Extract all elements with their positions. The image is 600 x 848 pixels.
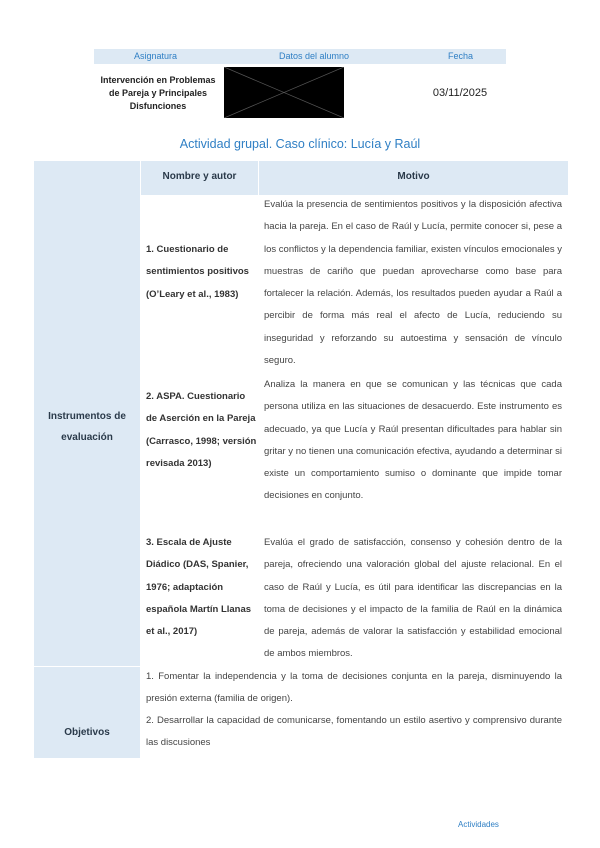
section-objectives-cell bbox=[34, 667, 140, 758]
column-header-motive bbox=[259, 161, 568, 195]
header-subject-label: Asignatura bbox=[134, 51, 178, 61]
redaction-cross-icon bbox=[224, 67, 344, 118]
objective-item: 1. Fomentar la independencia y la toma de decisiones conjunta en la pareja, disminuyendo la presión externa (familia de origen). bbox=[146, 671, 562, 704]
objective-item: 2. Desarrollar la capacidad de comunicarse, fomentando un estilo asertivo y comprensivo durante las discusiones bbox=[146, 715, 562, 748]
instrument-motive: Evalúa la presencia de sentimientos positivos y la disposición afectiva hacia la pareja. En el caso de Raúl y Lucía, permite conocer si, pese a los conflictos y la dependencia familiar, existen vínculos emocionales y muestras de cariño que puedan aprovecharse como base para fortalecer la relación. Además, los resultados pueden ayudar a Raúl a percibir de forma más real el afecto de Lucía, reduciendo su inseguridad y reforzando su autoestima y sensación de vínculo seguro. bbox=[264, 199, 562, 367]
section-objectives-label: Objetivos bbox=[64, 727, 110, 738]
footer-label: Actividades bbox=[458, 820, 499, 829]
subject-name: Intervención en Problemas de Pareja y Principales Disfunciones bbox=[100, 75, 216, 111]
header-date-label: Fecha bbox=[448, 51, 474, 61]
header-date: 03/11/2025 bbox=[432, 87, 488, 99]
redacted-student-data bbox=[224, 67, 344, 118]
header-bar bbox=[94, 49, 506, 64]
column-header-name-text: Nombre y autor bbox=[162, 171, 237, 182]
instrument-name: 2. ASPA. Cuestionario de Aserción en la Pareja (Carrasco, 1998; versión revisada 2013) bbox=[146, 391, 257, 469]
column-header-name bbox=[141, 161, 258, 195]
page-title: Actividad grupal. Caso clínico: Lucía y Raúl bbox=[179, 137, 421, 151]
instrument-name: 1. Cuestionario de sentimientos positivos (O’Leary et al., 1983) bbox=[146, 244, 249, 300]
instrument-name: 3. Escala de Ajuste Diádico (DAS, Spanier, 1976; adaptación española Martín Llanas et al., 2017) bbox=[146, 537, 252, 638]
instrument-motive: Analiza la manera en que se comunican y las técnicas que cada persona utiliza en las situaciones de desacuerdo. Este instrumento es adecuado, ya que Lucía y Raúl presentan dificultades para hablar sin gritar y no tienen una comunicación efectiva, ayudando a determinar si existe un comportamiento sumiso o dominante que impide tomar decisiones en conjunto. bbox=[264, 379, 562, 502]
header-student-label: Datos del alumno bbox=[279, 51, 350, 61]
section-instruments-label: Instrumentos de evaluación bbox=[48, 411, 126, 443]
instrument-motive: Evalúa el grado de satisfacción, consenso y cohesión dentro de la pareja, ofreciendo una valoración global del ajuste relacional. En el caso de Raúl y Lucía, es útil para identificar las discrepancias en la toma de decisiones y el impacto de la familia de Raúl en la dinámica de pareja, además de valorar la satisfacción y estabilidad emocional de ambos miembros. bbox=[264, 537, 562, 660]
column-header-motive-text: Motivo bbox=[397, 171, 430, 182]
section-instruments-cell bbox=[34, 161, 140, 666]
